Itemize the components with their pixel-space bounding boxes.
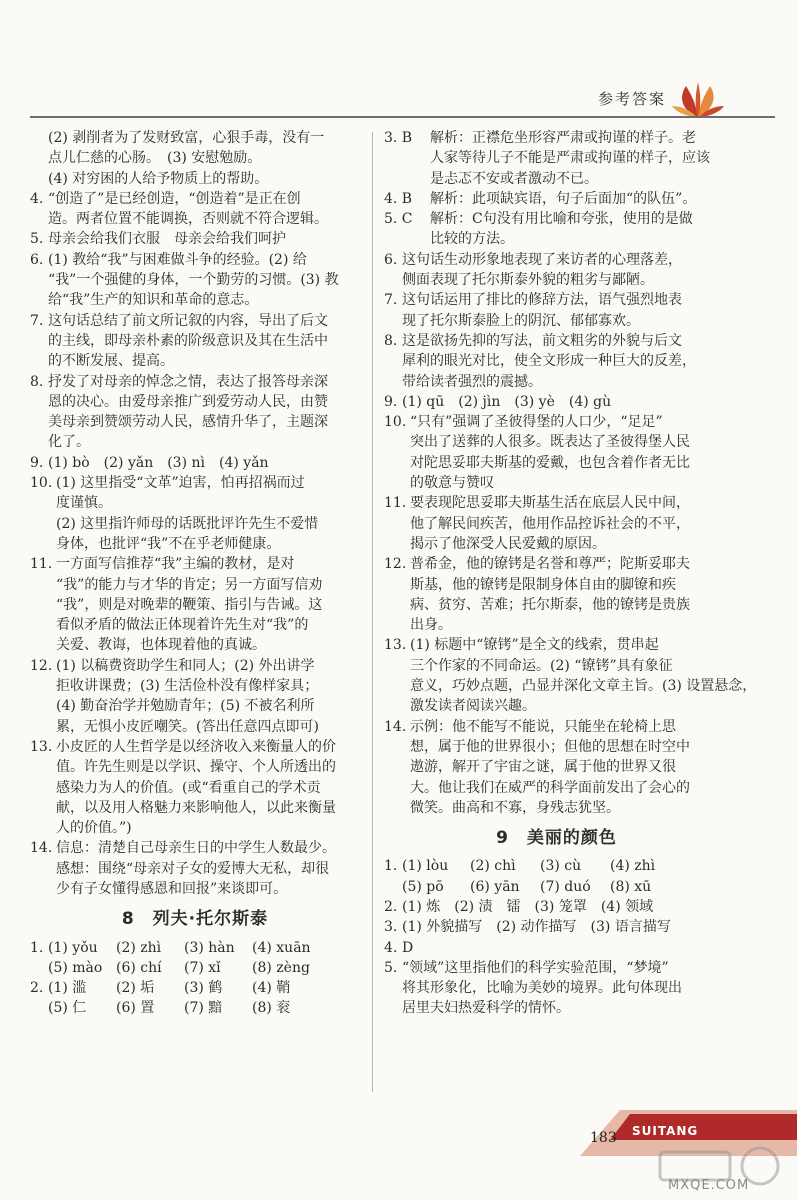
- answer-item: [384, 554, 729, 635]
- answer-row: [48, 998, 360, 1018]
- answer-text: 突出了送葬的人很多。既表达了圣彼得堡人民: [410, 434, 690, 451]
- answer-cell: (3) hàn: [184, 939, 235, 956]
- answer-text: (4) 对穷困的人给予物质上的帮助。: [48, 170, 269, 187]
- answer-number: 12.: [384, 556, 407, 573]
- answer-text: 将其形象化，比喻为美妙的境界。此句体现出: [402, 980, 682, 997]
- answer-number: 3. B: [384, 130, 413, 146]
- answer-number: 5. C: [384, 211, 413, 228]
- answer-text: 是忐忑不安或者激动不已。: [430, 170, 598, 187]
- answer-cell: (6) chí: [116, 959, 162, 976]
- page-number: 183: [590, 1130, 617, 1146]
- answer-text: 感染力为人的价值。(或“看重自己的学术贡: [56, 779, 321, 796]
- answer-text: 大。他让我们在威严的科学面前发出了会心的: [410, 779, 690, 796]
- answer-text: 解析：正襟危坐形容严肃或拘谨的样子。老: [430, 130, 696, 146]
- answer-text: 拒收讲课费；(3) 生活俭朴没有像样家具；: [56, 678, 319, 695]
- right-column: [384, 128, 757, 1019]
- answer-text: 居里夫妇热爱科学的情怀。: [402, 1000, 570, 1017]
- answer-text: 示例：他不能写不能说，只能坐在轮椅上思: [410, 718, 676, 735]
- answer-text: 一方面写信推荐“我”主编的教材，是对: [56, 556, 295, 573]
- answer-number: 2.: [384, 898, 398, 915]
- answer-text: (1) 以稿费资助学生和同人；(2) 外出讲学: [56, 657, 315, 674]
- section-title: 9 美丽的颜色: [496, 828, 617, 849]
- answer-number: 2.: [30, 980, 44, 997]
- answer-item: [384, 412, 729, 493]
- answer-text: 母亲会给我们衣服 母亲会给我们呵护: [48, 231, 286, 248]
- answer-text: 值。许先生则是以学识、操守、个人所透出的: [56, 759, 336, 776]
- answer-number: 5.: [384, 959, 398, 976]
- answer-text: (1) 标题中“镣铐”是全文的线索，贯串起: [410, 637, 659, 654]
- answer-cell: (7) xǐ: [184, 959, 221, 976]
- brand-logo-text: SUITANG: [632, 1124, 699, 1138]
- answer-item: [384, 189, 729, 209]
- answer-text: 给“我”生产的知识和革命的意志。: [48, 292, 259, 309]
- answer-text: 三个作家的不同命运。(2) “镣铐”具有象征: [410, 657, 673, 674]
- answer-text: 侧面表现了托尔斯泰外貌的粗劣与鄙陋。: [402, 272, 654, 289]
- answer-text: 的不断发展、提高。: [48, 353, 174, 370]
- answer-text: 解析：C句没有用比喻和夸张，使用的是做: [430, 211, 693, 228]
- answer-text: 这是欲扬先抑的写法，前文粗劣的外貌与后文: [402, 332, 682, 349]
- answer-item: [30, 737, 360, 838]
- answer-text: 度谨慎。: [56, 495, 112, 512]
- answer-number: 6.: [30, 251, 44, 268]
- answer-text: 对陀思妥耶夫斯基的爱戴，也包含着作者无比: [410, 454, 690, 471]
- answer-text: “创造了”是已经创造，“创造着”是正在创: [48, 190, 301, 207]
- answer-number: 14.: [384, 718, 407, 735]
- answer-item: [384, 917, 729, 937]
- answer-cell: (3) 鹤: [184, 980, 223, 997]
- answer-item: [30, 453, 360, 473]
- answer-text: 要表现陀思妥耶夫斯基生活在底层人民中间，: [410, 495, 690, 512]
- answer-item: [30, 229, 360, 249]
- answer-text: (4) 勤奋治学并勉励青年；(5) 不被名利所: [56, 698, 315, 715]
- answer-number: 11.: [384, 495, 407, 512]
- answer-item: [30, 938, 360, 979]
- answer-cell: (8) zèng: [252, 959, 310, 976]
- answer-text: (1) 外貌描写 (2) 动作描写 (3) 语言描写: [402, 919, 671, 936]
- answer-text: 小皮匠的人生哲学是以经济收入来衡量人的价: [56, 738, 336, 755]
- answer-cell: (7) 黯: [184, 1000, 223, 1017]
- answer-text: 人的价值。”): [56, 820, 132, 837]
- answer-row: [48, 938, 360, 958]
- answer-cell: (1) 滥: [48, 980, 87, 997]
- answer-text: (2) 这里指许师母的话既批评许先生不爱惜: [56, 515, 319, 532]
- left-column: [30, 128, 360, 1019]
- answer-text: 感想：围绕“母亲对子女的爱博大无私，却很: [56, 860, 330, 877]
- answer-number: 10.: [30, 475, 53, 492]
- section-title: 8 列夫·托尔斯泰: [121, 909, 269, 930]
- answer-text: 出身。: [410, 617, 452, 634]
- answer-text: 人家等待儿子不能是严肃或拘谨的样子，应该: [430, 150, 710, 167]
- answer-text: 关爱、教诲，也体现着他的真诚。: [56, 637, 266, 654]
- answer-cell: (5) pō: [402, 878, 444, 895]
- answer-text: 的主线，即母亲朴素的阶级意识及其在生活中: [48, 332, 328, 349]
- answer-number: 4.: [30, 190, 44, 207]
- answer-cell: (5) mào: [48, 959, 103, 976]
- answer-text: 的敬意与赞叹: [410, 475, 494, 492]
- answer-text: (1) 教给“我”与困难做斗争的经验。(2) 给: [48, 251, 307, 268]
- answer-item: [384, 635, 757, 716]
- answer-number: 12.: [30, 657, 53, 674]
- answer-number: 1.: [30, 939, 44, 956]
- answer-item: [30, 311, 360, 372]
- answer-item: [30, 250, 360, 311]
- answer-item: [30, 656, 360, 737]
- answer-text: 美母亲到赞颂劳动人民，感情升华了，主题深: [48, 414, 328, 431]
- answer-item: [30, 128, 360, 189]
- answer-item: [384, 938, 729, 958]
- answer-number: 4.: [384, 939, 398, 956]
- answer-item: [384, 717, 729, 818]
- answer-number: 3.: [384, 919, 398, 936]
- answer-number: 14.: [30, 840, 53, 857]
- answer-text: 他了解民间疾苦，他用作品控诉社会的不平，: [410, 515, 690, 532]
- answer-row: [402, 877, 729, 897]
- answer-cell: (3) cù: [540, 858, 582, 875]
- answer-number: 7.: [384, 292, 398, 309]
- answer-text: 遨游，解开了宇宙之谜，属于他的世界又很: [410, 759, 676, 776]
- answer-row: [48, 978, 360, 998]
- answer-text: 这句话运用了排比的修辞方法，语气强烈地表: [402, 292, 682, 309]
- answer-text: “我”，则是对晚辈的鞭策、指引与告诫。这: [56, 596, 323, 613]
- answer-cell: (4) zhì: [610, 858, 656, 875]
- answer-number: 8.: [384, 332, 398, 349]
- answer-text: 累，无惧小皮匠嘲笑。(答出任意四点即可): [56, 718, 319, 735]
- answer-text: “只有”强调了圣彼得堡的人口少，“足足”: [410, 414, 663, 431]
- answer-number: 6.: [384, 251, 398, 268]
- answer-number: 7.: [30, 312, 44, 329]
- answer-text: 信息：清楚自己母亲生日的中学生人数最少。: [56, 840, 336, 857]
- answer-cell: (8) 衮: [252, 1000, 291, 1017]
- answer-item: [384, 856, 729, 897]
- answer-item: [30, 189, 360, 230]
- answer-item: [30, 473, 360, 554]
- answer-text: 意义，巧妙点题，凸显并深化文章主旨。(3) 设置悬念，: [410, 678, 757, 695]
- answer-number: 9.: [30, 454, 44, 471]
- answer-text: (2) 剥削者为了发财致富，心狠手毒，没有一: [48, 130, 325, 146]
- answer-text: (1) qū (2) jìn (3) yè (4) gù: [402, 393, 612, 410]
- answer-number: 11.: [30, 556, 53, 573]
- answer-text: 化了。: [48, 434, 90, 451]
- header-rule: [30, 116, 775, 118]
- answer-item: [384, 958, 729, 1019]
- answer-text: 斯基，他的镣铐是限制身体自由的脚镣和疾: [410, 576, 676, 593]
- answer-number: 10.: [384, 414, 407, 431]
- answer-text: 病、贫穷、苦难；托尔斯泰，他的镣铐是贵族: [410, 596, 690, 613]
- answer-text: “我”一个强健的身体，一个勤劳的习惯。(3) 教: [48, 272, 339, 289]
- answer-cell: (1) yǒu: [48, 939, 98, 956]
- answer-text: 恩的决心。由爱母亲推广到爱劳动人民，由赞: [48, 393, 328, 410]
- answer-cell: (2) 垢: [116, 980, 155, 997]
- answer-text: “领域”这里指他们的科学实验范围，“梦境”: [402, 959, 669, 976]
- answer-text: 看似矛盾的做法正体现着许先生对“我”的: [56, 617, 309, 634]
- answer-text: 现了托尔斯泰脸上的阴沉、郁郁寡欢。: [402, 312, 640, 329]
- answer-number: 5.: [30, 231, 44, 248]
- answer-text: 犀利的眼光对比，使全文形成一种巨大的反差，: [402, 353, 696, 370]
- answer-text: 比较的方法。: [430, 231, 514, 248]
- answer-text: 少有子女懂得感恩和回报”来谈即可。: [56, 880, 288, 897]
- answer-cell: (2) zhì: [116, 939, 162, 956]
- answer-item: [384, 209, 729, 250]
- answer-item: [384, 331, 729, 392]
- answer-text: 点儿仁慈的心肠。 (3) 安慰勉励。: [48, 150, 262, 167]
- answer-item: [384, 250, 729, 291]
- answer-text: 微笑。曲高和不寡，身残志犹坚。: [410, 799, 620, 816]
- answer-number: 13.: [384, 637, 407, 654]
- answer-text: 这句话总结了前文所记叙的内容，导出了后文: [48, 312, 328, 329]
- answer-cell: (1) lòu: [402, 858, 449, 875]
- answer-cell: (4) 鞘: [252, 980, 291, 997]
- answer-cell: (8) xū: [610, 878, 652, 895]
- answer-text: 普希金，他的镣铐是名誉和尊严；陀斯妥耶夫: [410, 556, 690, 573]
- answer-item: [30, 554, 360, 655]
- answer-number: 4. B: [384, 190, 413, 207]
- answer-cell: (4) xuān: [252, 939, 311, 956]
- answer-text: 揭示了他深受人民爱戴的原因。: [410, 535, 606, 552]
- answer-number: 8.: [30, 373, 44, 390]
- answer-text: 造。两者位置不能调换，否则就不符合逻辑。: [48, 211, 328, 228]
- answer-text: (1) 炼 (2) 渍 镭 (3) 笼罩 (4) 领域: [402, 898, 654, 915]
- answer-text: 解析：此项缺宾语，句子后面加“的队伍”。: [430, 190, 697, 207]
- answer-text: 献，以及用人格魅力来影响他人，以此来衡量: [56, 799, 336, 816]
- answer-text: “我”的能力与才华的肯定；另一方面写信劝: [56, 576, 323, 593]
- answer-cell: (2) chì: [470, 858, 516, 875]
- answer-row: [402, 856, 729, 876]
- answer-item: [384, 897, 729, 917]
- answer-item: [384, 392, 729, 412]
- answer-item: [30, 978, 360, 1019]
- answer-number: 1.: [384, 858, 398, 875]
- answer-text: 激发读者阅读兴趣。: [410, 698, 536, 715]
- answer-cell: (7) duó: [540, 878, 591, 895]
- header-title: 参考答案: [598, 90, 667, 108]
- column-divider: [372, 132, 373, 1092]
- answer-text: 抒发了对母亲的悼念之情，表达了报答母亲深: [48, 373, 328, 390]
- answer-cell: (6) 置: [116, 1000, 155, 1017]
- leaf-icon: [672, 80, 724, 120]
- answer-row: [48, 958, 360, 978]
- answer-text: 这句话生动形象地表现了来访者的心理落差，: [402, 251, 682, 268]
- answer-number: 9.: [384, 393, 398, 410]
- answer-text: (1) bò (2) yǎn (3) nì (4) yǎn: [48, 454, 269, 471]
- answer-item: [384, 128, 729, 189]
- answer-text: 带给读者强烈的震撼。: [402, 373, 542, 390]
- answer-cell: (6) yān: [470, 878, 520, 895]
- watermark-url: MXQE.COM: [668, 1178, 750, 1193]
- answer-text: 想，属于他的世界很小；但他的思想在时空中: [410, 738, 690, 755]
- answer-number: 13.: [30, 738, 53, 755]
- answer-text: D: [402, 939, 414, 956]
- answer-item: [384, 290, 729, 331]
- answer-text: 身体，也批评“我”不在乎老师健康。: [56, 535, 281, 552]
- answer-text: (1) 这里指受“文革”迫害，怕再招祸而过: [56, 475, 305, 492]
- answer-cell: (5) 仁: [48, 1000, 87, 1017]
- answer-item: [384, 493, 729, 554]
- answer-item: [30, 372, 360, 453]
- answer-item: [30, 838, 360, 899]
